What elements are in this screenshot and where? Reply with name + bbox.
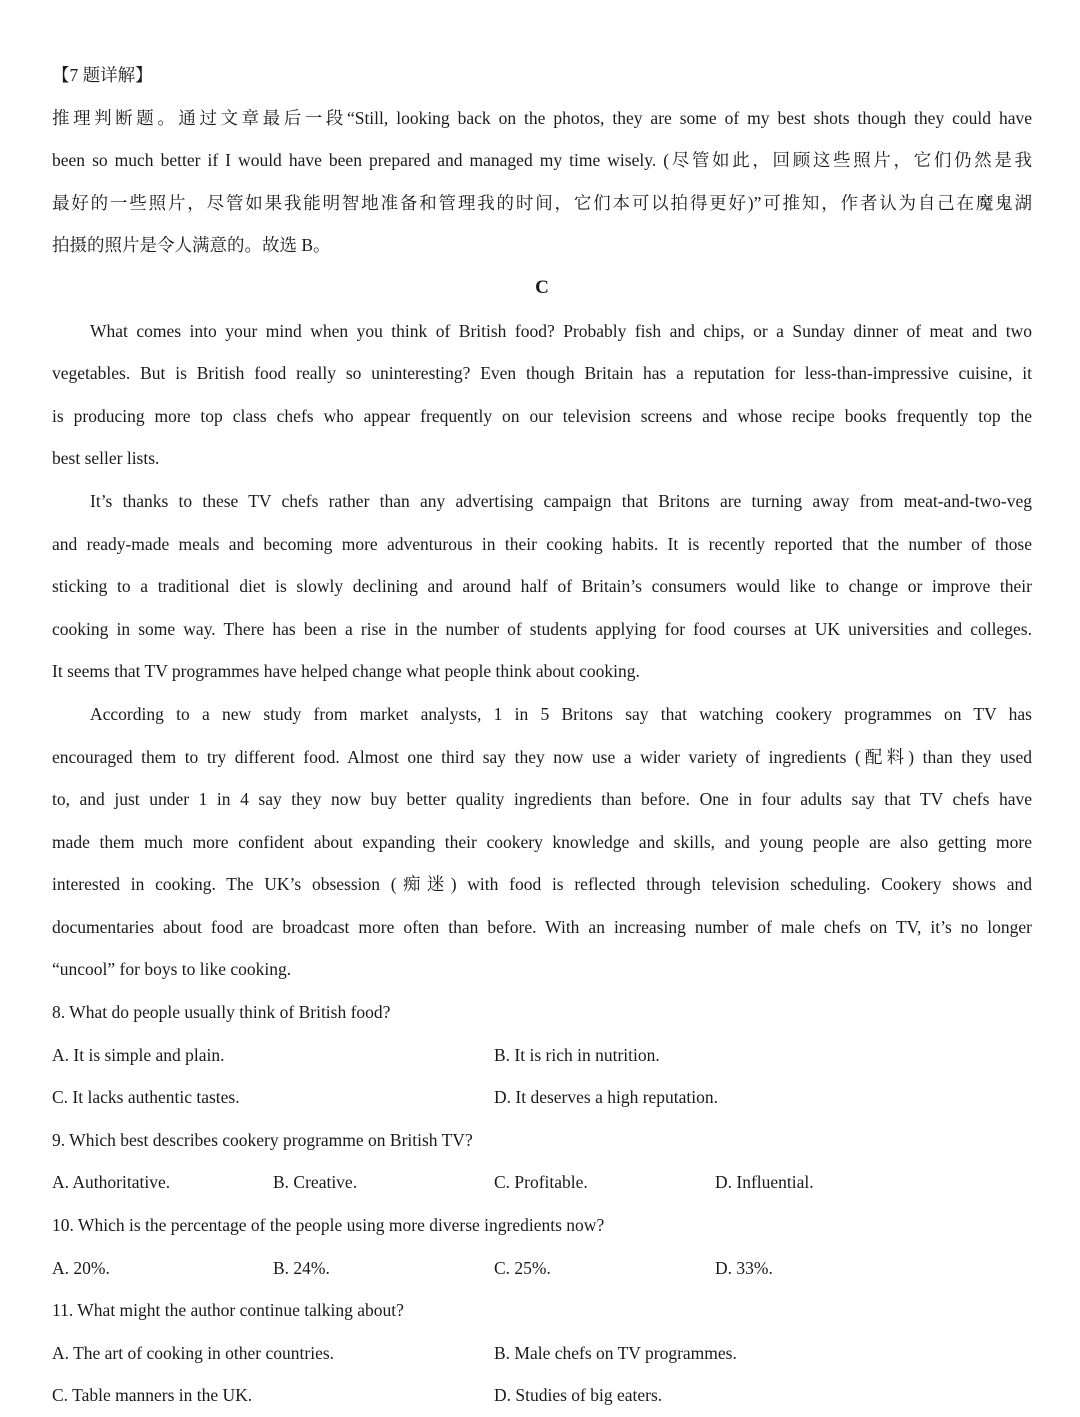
answer-option: C. Table manners in the UK.	[52, 1385, 253, 1406]
answer-option: A. It is simple and plain.	[52, 1044, 225, 1065]
explanation-heading: 【7 题详解】	[52, 65, 153, 85]
answer-options	[52, 1076, 1032, 1119]
answer-option: C. It lacks authentic tastes.	[52, 1087, 240, 1108]
answer-option: A. 20%.	[52, 1257, 110, 1278]
answer-options	[52, 1374, 1032, 1417]
paragraph-line: According to a new study from market analysts, 1 in 5 Britons say that watching cookery programmes on TV has	[90, 703, 1032, 724]
answer-options	[52, 1161, 1032, 1204]
paragraph-line: sticking to a traditional diet is slowly declining and around half of Britain’s consumers would like to change or improve their	[52, 576, 1032, 597]
question-stem: 9. Which best describes cookery programme on British TV?	[52, 1129, 473, 1150]
answer-option: C. 25%.	[494, 1257, 551, 1278]
answer-option: B. 24%.	[273, 1257, 330, 1278]
question-stem: 11. What might the author continue talking about?	[52, 1300, 404, 1321]
answer-option: A. The art of cooking in other countries.	[52, 1342, 335, 1363]
answer-option: D. It deserves a high reputation.	[494, 1087, 719, 1108]
paragraph-line: and ready-made meals and becoming more adventurous in their cooking habits. It is recently reported that the number of those	[52, 533, 1032, 554]
answer-options	[52, 1332, 1032, 1375]
paragraph-line: What comes into your mind when you think of British food? Probably fish and chips, or a Sunday dinner of meat and two	[90, 320, 1032, 341]
paragraph-line: cooking in some way. There has been a rise in the number of students applying for food courses at UK universities and colleges.	[52, 618, 1032, 639]
explanation-line: 拍摄的照片是令人满意的。故选 B。	[52, 235, 331, 256]
answer-option: B. Male chefs on TV programmes.	[494, 1342, 737, 1363]
answer-option: D. Studies of big eaters.	[494, 1385, 663, 1406]
answer-option: B. Creative.	[273, 1172, 358, 1193]
paragraph-line: It’s thanks to these TV chefs rather than any advertising campaign that Britons are turning away from meat-and-two-veg	[90, 490, 1032, 511]
paragraph-line: made them much more confident about expanding their cookery knowledge and skills, and young people are also getting more	[52, 831, 1032, 852]
question-stem: 10. Which is the percentage of the people using more diverse ingredients now?	[52, 1215, 605, 1236]
paragraph-line: documentaries about food are broadcast more often than before. With an increasing number of male chefs on TV, it’s no longer	[52, 916, 1032, 937]
paragraph-line: encouraged them to try different food. Almost one third say they now use a wider variety of ingredients (配料) than they used	[52, 746, 1032, 767]
explanation-line: 推理判断题。通过文章最后一段“Still, looking back on the photos, they are some of my best shots though they could have	[52, 107, 1032, 128]
answer-option: B. It is rich in nutrition.	[494, 1044, 660, 1065]
answer-option: A. Authoritative.	[52, 1172, 171, 1193]
document-page	[52, 54, 1032, 1417]
answer-option: C. Profitable.	[494, 1172, 588, 1193]
paragraph-line: It seems that TV programmes have helped change what people think about cooking.	[52, 661, 640, 682]
answer-options	[52, 1247, 1032, 1290]
section-title: C	[535, 276, 549, 298]
explanation-line: 最好的一些照片，尽管如果我能明智地准备和管理我的时间，它们本可以拍得更好)”可推知，作者认为自己在魔鬼湖	[52, 192, 1032, 213]
explanation-line: been so much better if I would have been prepared and managed my time wisely. (尽管如此，回顾这些照片，它们仍然是我	[52, 150, 1032, 171]
answer-option: D. 33%.	[715, 1257, 773, 1278]
paragraph-line: is producing more top class chefs who appear frequently on our television screens and whose recipe books frequently top the	[52, 405, 1032, 426]
paragraph-line: vegetables. But is British food really so uninteresting? Even though Britain has a reputation for less-than-impressive cuisine, it	[52, 363, 1032, 384]
answer-options	[52, 1034, 1032, 1077]
answer-option: D. Influential.	[715, 1172, 814, 1193]
question-stem: 8. What do people usually think of British food?	[52, 1002, 391, 1023]
paragraph-line: best seller lists.	[52, 448, 160, 469]
paragraph-line: “uncool” for boys to like cooking.	[52, 959, 292, 980]
paragraph-line: interested in cooking. The UK’s obsession (痴迷) with food is reflected through television scheduling. Cookery shows and	[52, 874, 1032, 895]
paragraph-line: to, and just under 1 in 4 say they now buy better quality ingredients than before. One in four adults say that TV chefs have	[52, 789, 1032, 810]
